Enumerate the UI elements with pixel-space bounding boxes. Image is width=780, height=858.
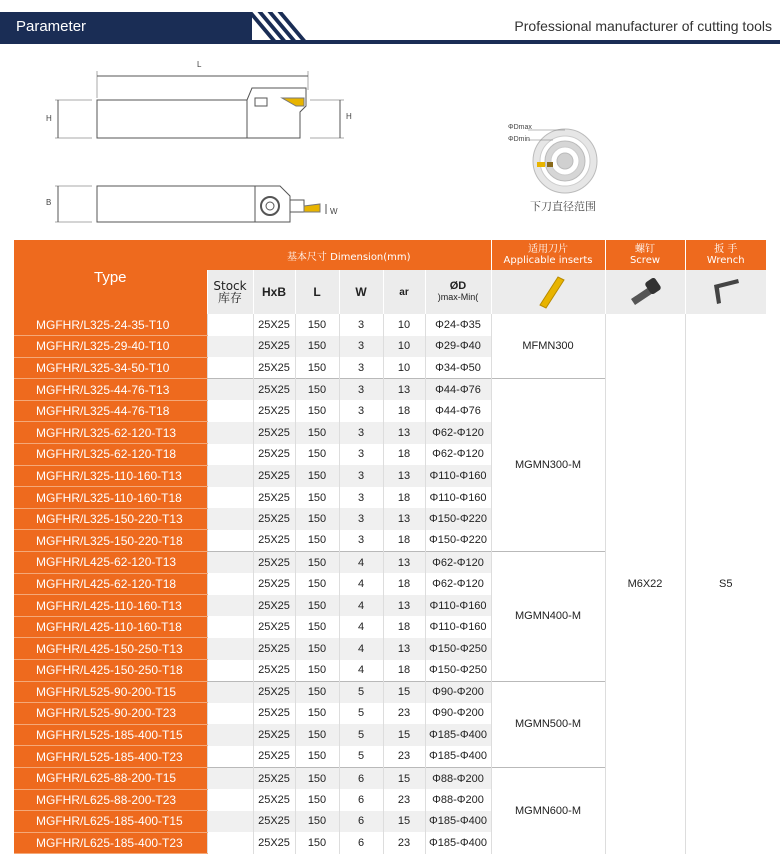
stock-cell bbox=[207, 422, 253, 444]
type-cell: MGFHR/L625-88-200-T15 bbox=[14, 767, 207, 789]
type-cell: MGFHR/L325-44-76-T18 bbox=[14, 400, 207, 422]
width-cell: 6 bbox=[339, 832, 383, 854]
diameter-cell: Φ185-Φ400 bbox=[425, 724, 491, 746]
stock-cell bbox=[207, 379, 253, 401]
hxb-cell: 25X25 bbox=[253, 314, 295, 336]
wrench-header bbox=[685, 240, 766, 270]
hxb-cell: 25X25 bbox=[253, 465, 295, 487]
length-cell: 150 bbox=[295, 573, 339, 595]
ar-cell: 13 bbox=[383, 595, 425, 617]
length-cell: 150 bbox=[295, 487, 339, 509]
hxb-header: HxB bbox=[253, 270, 295, 314]
width-cell: 3 bbox=[339, 422, 383, 444]
stock-cell bbox=[207, 465, 253, 487]
inserts-header-zh: 适用刀片 bbox=[528, 244, 568, 255]
length-cell: 150 bbox=[295, 724, 339, 746]
ar-cell: 18 bbox=[383, 400, 425, 422]
hxb-cell: 25X25 bbox=[253, 616, 295, 638]
type-cell: MGFHR/L425-150-250-T18 bbox=[14, 660, 207, 682]
screw-image-cell bbox=[605, 270, 685, 314]
parameter-table bbox=[14, 240, 766, 854]
hxb-cell: 25X25 bbox=[253, 357, 295, 379]
ar-cell: 23 bbox=[383, 832, 425, 854]
ar-cell: 15 bbox=[383, 681, 425, 703]
diameter-cell: Φ62-Φ120 bbox=[425, 552, 491, 574]
wrench-icon bbox=[706, 271, 746, 311]
length-cell: 150 bbox=[295, 767, 339, 789]
stock-cell bbox=[207, 530, 253, 552]
hxb-cell: 25X25 bbox=[253, 724, 295, 746]
stock-cell bbox=[207, 616, 253, 638]
diameter-cell: Φ150-Φ220 bbox=[425, 530, 491, 552]
length-cell: 150 bbox=[295, 508, 339, 530]
stock-cell bbox=[207, 573, 253, 595]
length-cell: 150 bbox=[295, 681, 339, 703]
ar-cell: 13 bbox=[383, 465, 425, 487]
diameter-header-top: ØD bbox=[449, 280, 467, 292]
ar-cell: 13 bbox=[383, 638, 425, 660]
inserts-header bbox=[491, 240, 605, 270]
width-cell: 5 bbox=[339, 724, 383, 746]
ar-cell: 10 bbox=[383, 357, 425, 379]
ar-cell: 18 bbox=[383, 573, 425, 595]
hxb-cell: 25X25 bbox=[253, 552, 295, 574]
type-cell: MGFHR/L625-185-400-T15 bbox=[14, 811, 207, 833]
type-header: Type bbox=[14, 240, 207, 314]
stock-cell bbox=[207, 767, 253, 789]
type-cell: MGFHR/L325-34-50-T10 bbox=[14, 357, 207, 379]
stock-cell bbox=[207, 487, 253, 509]
width-cell: 4 bbox=[339, 552, 383, 574]
ar-cell: 18 bbox=[383, 616, 425, 638]
parameter-table-body bbox=[14, 314, 766, 854]
company-tagline: Professional manufacturer of cutting tools bbox=[514, 18, 772, 34]
side-view bbox=[55, 71, 344, 138]
diameter-cell: Φ62-Φ120 bbox=[425, 444, 491, 466]
length-cell: 150 bbox=[295, 832, 339, 854]
diameter-cell: Φ34-Φ50 bbox=[425, 357, 491, 379]
diameter-cell: Φ150-Φ250 bbox=[425, 638, 491, 660]
length-cell: 150 bbox=[295, 616, 339, 638]
type-cell: MGFHR/L325-110-160-T18 bbox=[14, 487, 207, 509]
stock-cell bbox=[207, 400, 253, 422]
hxb-cell: 25X25 bbox=[253, 400, 295, 422]
hxb-cell: 25X25 bbox=[253, 379, 295, 401]
diameter-cell: Φ110-Φ160 bbox=[425, 487, 491, 509]
length-cell: 150 bbox=[295, 746, 339, 768]
width-cell: 3 bbox=[339, 465, 383, 487]
type-cell: MGFHR/L325-24-35-T10 bbox=[14, 314, 207, 336]
hxb-cell: 25X25 bbox=[253, 530, 295, 552]
ar-cell: 13 bbox=[383, 508, 425, 530]
diameter-cell: Φ44-Φ76 bbox=[425, 379, 491, 401]
width-cell: 3 bbox=[339, 444, 383, 466]
length-cell: 150 bbox=[295, 552, 339, 574]
type-cell: MGFHR/L425-110-160-T13 bbox=[14, 595, 207, 617]
type-cell: MGFHR/L425-110-160-T18 bbox=[14, 616, 207, 638]
width-cell: 3 bbox=[339, 336, 383, 358]
ar-cell: 13 bbox=[383, 552, 425, 574]
hxb-cell: 25X25 bbox=[253, 811, 295, 833]
screw-header-en: Screw bbox=[629, 255, 661, 266]
insert-icon bbox=[518, 271, 578, 311]
length-cell: 150 bbox=[295, 638, 339, 660]
length-cell: 150 bbox=[295, 811, 339, 833]
length-cell: 150 bbox=[295, 422, 339, 444]
ar-cell: 10 bbox=[383, 336, 425, 358]
stock-cell bbox=[207, 357, 253, 379]
tool-drawing-svg bbox=[0, 46, 780, 238]
insert-model-cell: MFMN300 bbox=[491, 314, 605, 379]
ar-cell: 13 bbox=[383, 422, 425, 444]
dimension-header: 基本尺寸 Dimension(mm) bbox=[207, 240, 491, 270]
length-cell: 150 bbox=[295, 703, 339, 725]
dim-label-b: B bbox=[46, 198, 52, 207]
stock-cell bbox=[207, 444, 253, 466]
type-cell: MGFHR/L425-62-120-T13 bbox=[14, 552, 207, 574]
width-cell: 3 bbox=[339, 487, 383, 509]
diameter-header bbox=[425, 270, 491, 314]
page-header bbox=[0, 0, 780, 46]
ar-cell: 13 bbox=[383, 379, 425, 401]
type-cell: MGFHR/L525-185-400-T15 bbox=[14, 724, 207, 746]
width-cell: 3 bbox=[339, 530, 383, 552]
type-cell: MGFHR/L325-62-120-T18 bbox=[14, 444, 207, 466]
tool-drawing bbox=[0, 46, 780, 238]
diameter-cell: Φ185-Φ400 bbox=[425, 811, 491, 833]
length-cell: 150 bbox=[295, 530, 339, 552]
hxb-cell: 25X25 bbox=[253, 573, 295, 595]
width-cell: 4 bbox=[339, 595, 383, 617]
screw-header bbox=[605, 240, 685, 270]
length-cell: 150 bbox=[295, 379, 339, 401]
length-cell: 150 bbox=[295, 465, 339, 487]
width-cell: 3 bbox=[339, 357, 383, 379]
type-cell: MGFHR/L325-110-160-T13 bbox=[14, 465, 207, 487]
dim-label-l: L bbox=[197, 60, 202, 69]
ar-cell: 15 bbox=[383, 811, 425, 833]
stock-cell bbox=[207, 681, 253, 703]
stock-cell bbox=[207, 724, 253, 746]
width-cell: 4 bbox=[339, 573, 383, 595]
stock-cell bbox=[207, 314, 253, 336]
width-cell: 5 bbox=[339, 746, 383, 768]
top-view bbox=[55, 186, 326, 222]
dim-label-dmin: ΦDmin bbox=[508, 136, 530, 143]
ar-header: ar bbox=[383, 270, 425, 314]
width-cell: 4 bbox=[339, 638, 383, 660]
ar-cell: 18 bbox=[383, 444, 425, 466]
length-cell: 150 bbox=[295, 660, 339, 682]
diameter-cell: Φ110-Φ160 bbox=[425, 465, 491, 487]
type-cell: MGFHR/L525-90-200-T23 bbox=[14, 703, 207, 725]
stock-cell bbox=[207, 832, 253, 854]
hxb-cell: 25X25 bbox=[253, 681, 295, 703]
stock-header-en: Stock bbox=[213, 279, 247, 293]
hxb-cell: 25X25 bbox=[253, 444, 295, 466]
hxb-cell: 25X25 bbox=[253, 746, 295, 768]
diameter-cell: Φ88-Φ200 bbox=[425, 767, 491, 789]
diameter-cell: Φ90-Φ200 bbox=[425, 703, 491, 725]
width-header: W bbox=[339, 270, 383, 314]
type-cell: MGFHR/L325-150-220-T18 bbox=[14, 530, 207, 552]
diameter-cell: Φ88-Φ200 bbox=[425, 789, 491, 811]
stock-cell bbox=[207, 746, 253, 768]
insert-model-cell: MGMN400-M bbox=[491, 552, 605, 682]
insert-image-cell bbox=[491, 270, 605, 314]
hxb-cell: 25X25 bbox=[253, 832, 295, 854]
wrench-image-cell bbox=[685, 270, 766, 314]
diameter-cell: Φ44-Φ76 bbox=[425, 400, 491, 422]
ar-cell: 23 bbox=[383, 703, 425, 725]
stock-cell bbox=[207, 789, 253, 811]
diameter-range-caption: 下刀直径范围 bbox=[530, 200, 596, 213]
dim-label-w: W bbox=[330, 207, 338, 216]
diameter-cell: Φ24-Φ35 bbox=[425, 314, 491, 336]
width-cell: 5 bbox=[339, 681, 383, 703]
width-cell: 6 bbox=[339, 767, 383, 789]
type-cell: MGFHR/L525-185-400-T23 bbox=[14, 746, 207, 768]
dim-label-h-left: H bbox=[46, 114, 52, 123]
dim-label-dmax: ΦDmax bbox=[508, 124, 532, 131]
diameter-cell: Φ90-Φ200 bbox=[425, 681, 491, 703]
dim-label-h-right: H bbox=[346, 112, 352, 121]
stock-header bbox=[207, 270, 253, 314]
diameter-cell: Φ110-Φ160 bbox=[425, 616, 491, 638]
length-cell: 150 bbox=[295, 314, 339, 336]
ar-cell: 18 bbox=[383, 530, 425, 552]
inserts-header-en: Applicable inserts bbox=[503, 255, 593, 266]
diameter-cell: Φ110-Φ160 bbox=[425, 595, 491, 617]
ar-cell: 23 bbox=[383, 746, 425, 768]
hxb-cell: 25X25 bbox=[253, 660, 295, 682]
wrench-header-zh: 扳 手 bbox=[714, 244, 738, 255]
width-cell: 6 bbox=[339, 789, 383, 811]
type-cell: MGFHR/L325-29-40-T10 bbox=[14, 336, 207, 358]
width-cell: 3 bbox=[339, 400, 383, 422]
wrench-value-cell: S5 bbox=[685, 314, 766, 854]
width-cell: 3 bbox=[339, 314, 383, 336]
width-cell: 5 bbox=[339, 703, 383, 725]
hxb-cell: 25X25 bbox=[253, 789, 295, 811]
width-cell: 4 bbox=[339, 616, 383, 638]
screw-value-cell: M6X22 bbox=[605, 314, 685, 854]
screw-icon bbox=[625, 271, 665, 311]
type-cell: MGFHR/L325-62-120-T13 bbox=[14, 422, 207, 444]
ar-cell: 15 bbox=[383, 767, 425, 789]
stock-header-zh: 库存 bbox=[217, 291, 242, 305]
table-row bbox=[14, 314, 766, 336]
hxb-cell: 25X25 bbox=[253, 336, 295, 358]
length-cell: 150 bbox=[295, 444, 339, 466]
diameter-cell: Φ62-Φ120 bbox=[425, 573, 491, 595]
length-cell: 150 bbox=[295, 357, 339, 379]
stock-cell bbox=[207, 508, 253, 530]
type-cell: MGFHR/L325-44-76-T13 bbox=[14, 379, 207, 401]
stock-cell bbox=[207, 552, 253, 574]
type-cell: MGFHR/L625-185-400-T23 bbox=[14, 832, 207, 854]
screw-header-zh: 螺钉 bbox=[635, 244, 655, 255]
section-title: Parameter bbox=[0, 12, 300, 42]
insert-model-cell: MGMN500-M bbox=[491, 681, 605, 767]
stock-cell bbox=[207, 595, 253, 617]
stock-cell bbox=[207, 660, 253, 682]
header-rule bbox=[0, 40, 780, 44]
diameter-cell: Φ150-Φ220 bbox=[425, 508, 491, 530]
diameter-cell: Φ150-Φ250 bbox=[425, 660, 491, 682]
hxb-cell: 25X25 bbox=[253, 703, 295, 725]
length-header: L bbox=[295, 270, 339, 314]
length-cell: 150 bbox=[295, 595, 339, 617]
hxb-cell: 25X25 bbox=[253, 638, 295, 660]
stock-cell bbox=[207, 811, 253, 833]
width-cell: 3 bbox=[339, 379, 383, 401]
type-cell: MGFHR/L425-150-250-T13 bbox=[14, 638, 207, 660]
ar-cell: 10 bbox=[383, 314, 425, 336]
diameter-cell: Φ29-Φ40 bbox=[425, 336, 491, 358]
header-stripes bbox=[252, 12, 312, 42]
length-cell: 150 bbox=[295, 789, 339, 811]
diameter-cell: Φ62-Φ120 bbox=[425, 422, 491, 444]
ar-cell: 18 bbox=[383, 660, 425, 682]
diameter-range-diagram bbox=[528, 129, 597, 193]
stock-cell bbox=[207, 703, 253, 725]
ar-cell: 15 bbox=[383, 724, 425, 746]
hxb-cell: 25X25 bbox=[253, 487, 295, 509]
insert-model-cell: MGMN300-M bbox=[491, 379, 605, 552]
stock-cell bbox=[207, 638, 253, 660]
diameter-cell: Φ185-Φ400 bbox=[425, 746, 491, 768]
hxb-cell: 25X25 bbox=[253, 422, 295, 444]
wrench-header-en: Wrench bbox=[706, 255, 745, 266]
insert-model-cell: MGMN600-M bbox=[491, 767, 605, 853]
type-cell: MGFHR/L525-90-200-T15 bbox=[14, 681, 207, 703]
diameter-cell: Φ185-Φ400 bbox=[425, 832, 491, 854]
width-cell: 6 bbox=[339, 811, 383, 833]
width-cell: 3 bbox=[339, 508, 383, 530]
ar-cell: 23 bbox=[383, 789, 425, 811]
type-cell: MGFHR/L325-150-220-T13 bbox=[14, 508, 207, 530]
type-cell: MGFHR/L425-62-120-T18 bbox=[14, 573, 207, 595]
ar-cell: 18 bbox=[383, 487, 425, 509]
hxb-cell: 25X25 bbox=[253, 767, 295, 789]
hxb-cell: 25X25 bbox=[253, 508, 295, 530]
length-cell: 150 bbox=[295, 400, 339, 422]
hxb-cell: 25X25 bbox=[253, 595, 295, 617]
stock-cell bbox=[207, 336, 253, 358]
length-cell: 150 bbox=[295, 336, 339, 358]
width-cell: 4 bbox=[339, 660, 383, 682]
diameter-header-bottom: )max-Min( bbox=[437, 292, 479, 302]
type-cell: MGFHR/L625-88-200-T23 bbox=[14, 789, 207, 811]
